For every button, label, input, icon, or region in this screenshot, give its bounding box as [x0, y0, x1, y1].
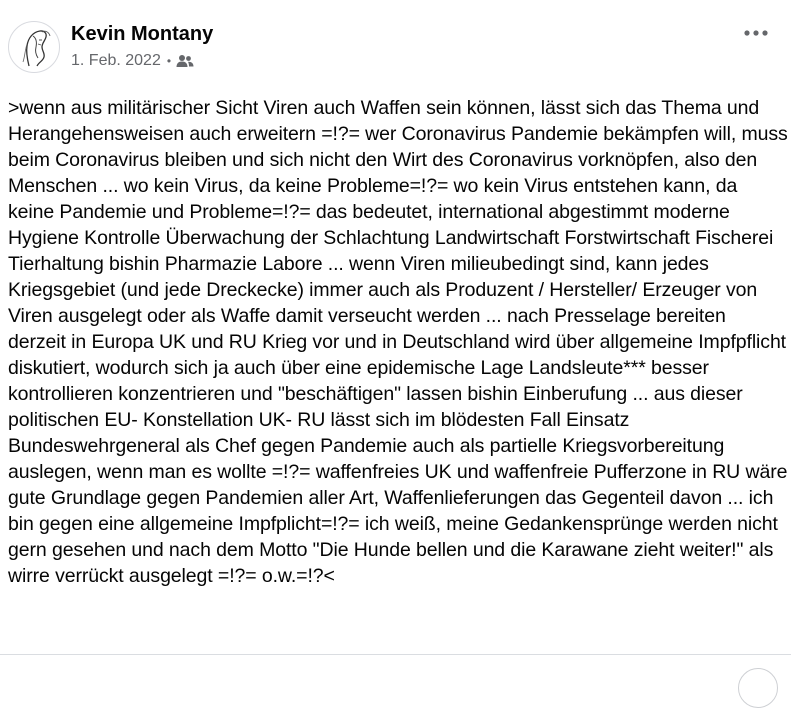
post-text: >wenn aus militärischer Sicht Viren auch Waffen sein können, lässt sich das Thema und Herangehensweisen auch erweitern =!?= wer Coronavirus Pandemie bekämpfen will, muss beim Coronavirus bleiben und sich nicht den Wirt des Coronavirus vorknöpfen, also den Menschen ... wo kein Virus, da keine Probleme=!?= wo kein Virus entstehen kann, da keine Pandemie und Probleme=!?= das bedeutet, international abgestimmt moderne Hygiene Kontrolle Überwachung der Schlachtung Landwirtschaft Forstwirtschaft Fischerei Tierhaltung bishin Pharmazie Labore ... wenn Viren milieubedingt sind, kann jedes Kriegsgebiet (und jede Dreckecke) immer auch als Produzent / Hersteller/ Erzeuger von Viren ausgelegt oder als Waffe damit verseucht werden ... nach Presselage bereiten derzeit in Europa UK und RU Krieg vor und in Deutschland wird über allgemeine Impfpflicht diskutiert, wodurch sich ja auch über eine epidemische Lage Landsleute*** besser kontrollieren konzentrieren und "beschäftigen" lassen bishin Einberufung ... aus dieser politischen EU- Konstellation UK- RU lässt sich im blödesten Fall Einsatz Bundeswehrgeneral als Chef gegen Pandemie auch als partielle Kriegsvorbereitung auslegen, wenn man es wollte =!?= waffenfreies UK und waffenfreie Pufferzone in RU wäre gute Grundlage gegen Pandemien aller Art, Waffenlieferungen das Gegenteil davon ... ich bin gegen eine allgemeine Impfplicht=!?= ich weiß, meine Gedankensprünge werden nicht gern gesehen und nach dem Motto "Die Hunde bellen und die Karawane zieht weiter!" als wirre verrückt ausgelegt =!?= o.w.=!?< [8, 97, 788, 587]
meta-separator: • [166, 54, 172, 68]
avatar-sketch-icon [9, 22, 59, 72]
post-meta [71, 51, 194, 71]
author-name[interactable]: Kevin Montany [71, 23, 214, 45]
friends-icon[interactable] [176, 54, 194, 68]
more-options-icon[interactable] [740, 24, 772, 42]
divider [0, 654, 791, 655]
reaction-button[interactable] [738, 668, 778, 708]
post-date[interactable]: 1. Feb. 2022 [71, 52, 161, 69]
avatar[interactable] [8, 21, 60, 73]
